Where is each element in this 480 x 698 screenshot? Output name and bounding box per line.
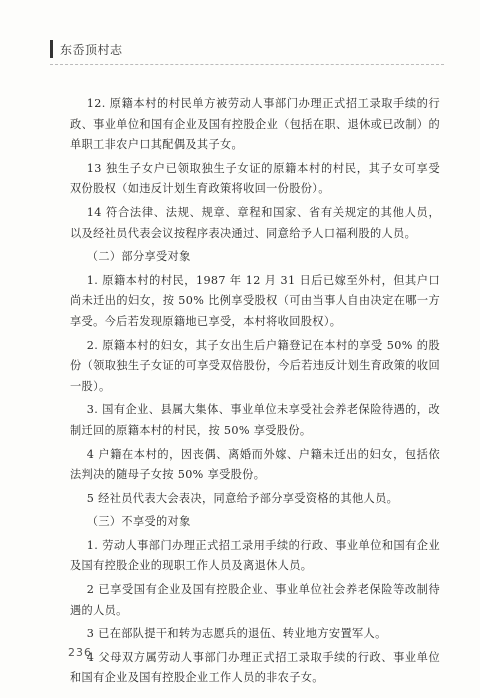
- paragraph-excluded-4: 4 父母双方属劳动人事部门办理正式招工录取手续的行政、事业单位和国有企业及国有控股企业工作人员的非农子女。: [70, 650, 440, 685]
- paragraph-partial-3: 3. 国有企业、县属大集体、事业单位未享受社会养老保险待遇的，改制迁回的原籍本村的村民，按 50% 享受股份。: [70, 403, 440, 437]
- paragraph-excluded-1: 1. 劳动人事部门办理正式招工录用手续的行政、事业单位和国有企业及国有控股企业的现职工作人员及离退休人员。: [70, 538, 440, 573]
- paragraph-partial-4: 4 户籍在本村的，因丧偶、离婚而外嫁、户籍未迁出的妇女，包括依法判决的随母子女按 50% 享受股份。: [70, 447, 440, 482]
- section-heading-partial: （二）部分享受对象: [86, 250, 191, 264]
- section-heading-excluded: （三）不享受的对象: [86, 515, 191, 529]
- paragraph-partial-2: 2. 原籍本村的妇女，其子女出生后户籍登记在本村的享受 50% 的股份（领取独生子女证的可享受双倍股份，今后若违反计划生育政策的收回一股）。: [70, 338, 440, 393]
- paragraph-partial-1: 1. 原籍本村的村民，1987 年 12 月 31 日后已嫁至外村，但其户口尚未迁出的妇女，按 50% 比例享受股权（可由当事人自由决定在哪一方享受。今后若发现原籍地已享受，本村将收回股权）。: [70, 273, 440, 328]
- paragraph-item-14: 14 符合法律、法规、规章、章程和国家、省有关规定的其他人员，以及经社员代表会议按程序表决通过、同意给予人口福利股的人员。: [70, 205, 440, 240]
- header-divider: [50, 64, 444, 65]
- header-bar-decoration: [50, 40, 53, 58]
- paragraph-item-13: 13 独生子女户已领取独生子女证的原籍本村的村民，其子女可享受双份股权（如违反计划生育政策将收回一份股份）。: [70, 161, 440, 196]
- body-text: [70, 94, 440, 692]
- paragraph-partial-5: 5 经社员代表大会表决，同意给予部分享受资格的其他人员。: [86, 491, 399, 505]
- paragraph-item-12: 12. 原籍本村的村民单方被劳动人事部门办理正式招工录取手续的行政、事业单位和国有企业及国有控股企业（包括在职、退休或已改制）的单职工非农户口其配偶及其子女。: [70, 97, 440, 152]
- paragraph-excluded-2: 2 已享受国有企业及国有控股企业、事业单位社会养老保险等改制待遇的人员。: [70, 583, 440, 617]
- running-header-title: 东岙顶村志: [60, 42, 123, 57]
- page-number: 236: [68, 646, 92, 659]
- paragraph-excluded-3: 3 已在部队提干和转为志愿兵的退伍、转业地方安置军人。: [86, 627, 387, 641]
- running-header: [50, 38, 123, 60]
